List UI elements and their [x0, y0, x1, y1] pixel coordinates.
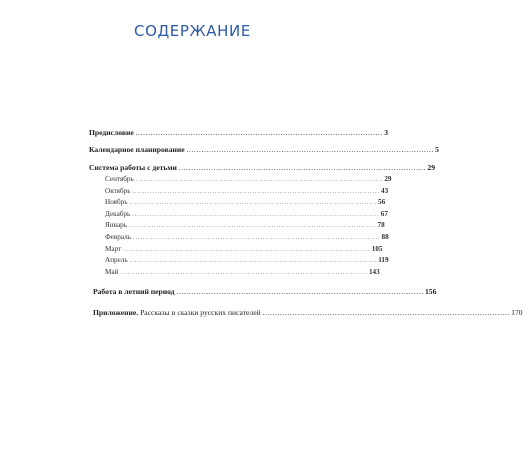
- toc-entry-month[interactable]: [89, 208, 388, 220]
- toc-leader-dots: ...................................................................................................: [132, 235, 381, 242]
- toc-entry-page: 3: [384, 127, 388, 137]
- toc-entry-page: 170: [511, 307, 523, 317]
- toc-leader-dots: ...................................................................................................: [120, 269, 368, 276]
- toc-entry-label: Ноябрь: [105, 198, 128, 207]
- toc-entry-appendix[interactable]: [89, 306, 523, 319]
- toc-leader-dots: ...................................................................................................: [132, 211, 380, 218]
- toc-leader-dots: ...................................................................................................: [132, 188, 380, 195]
- toc-leader-dots: ...................................................................................................: [186, 148, 435, 154]
- toc-entry-page: 29: [427, 162, 435, 172]
- toc-entry-month[interactable]: [89, 220, 385, 232]
- toc-entry-month[interactable]: [89, 185, 389, 197]
- toc-leader-dots: ...................................................................................................: [129, 200, 377, 207]
- toc-leader-dots: ...................................................................................................: [135, 130, 384, 137]
- toc-entry-label: Январь: [105, 221, 128, 230]
- toc-entry-summer[interactable]: [89, 286, 437, 299]
- toc-entry-calendar[interactable]: [89, 144, 439, 157]
- toc-entry-label: Май: [105, 267, 119, 276]
- toc-entry-page: 156: [425, 287, 437, 297]
- toc-leader-dots: ...................................................................................................: [178, 165, 427, 172]
- toc-entry-label: Система работы с детьми: [89, 162, 177, 172]
- toc-leader-dots: ...................................................................................................: [129, 258, 378, 265]
- toc-entry-page: 88: [381, 233, 389, 242]
- toc-entry-page: 78: [377, 221, 385, 230]
- toc-entry-page: 67: [380, 209, 388, 218]
- table-of-contents: [89, 126, 523, 319]
- toc-entry-label: Календарное планирование: [89, 145, 185, 154]
- toc-leader-dots: ...................................................................................................: [262, 310, 511, 317]
- toc-entry-month[interactable]: [89, 243, 383, 255]
- toc-entry-label: Сентябрь: [105, 175, 134, 184]
- toc-entry-month[interactable]: [89, 266, 380, 278]
- toc-entry-month[interactable]: [89, 197, 386, 209]
- toc-entry-page: 43: [380, 186, 389, 195]
- toc-leader-dots: ...................................................................................................: [123, 246, 371, 253]
- toc-entry-label: Октябрь: [105, 186, 131, 195]
- toc-leader-dots: ...................................................................................................: [135, 177, 384, 184]
- toc-entry-month[interactable]: [89, 231, 389, 243]
- toc-entry-page: 29: [384, 175, 392, 184]
- toc-leader-dots: ...................................................................................................: [176, 290, 424, 297]
- toc-entry-label-rest: Рассказы и сказки русских писателей: [140, 307, 261, 317]
- toc-entry-month[interactable]: [89, 255, 389, 267]
- toc-entry-label: Март: [105, 244, 122, 253]
- toc-leader-dots: ...................................................................................................: [129, 223, 377, 230]
- toc-entry-label: Февраль: [105, 233, 131, 242]
- toc-entry-preface[interactable]: [89, 126, 388, 139]
- toc-entry-label: Приложение.: [93, 307, 139, 317]
- toc-entry-page: 105: [371, 244, 383, 253]
- toc-entry-page: 119: [378, 256, 389, 265]
- toc-entry-label: Работа в летний период: [93, 287, 175, 297]
- toc-entry-page: 143: [368, 267, 380, 276]
- toc-entry-month[interactable]: [89, 174, 392, 186]
- toc-entry-label: Предисловие: [89, 127, 134, 137]
- toc-entry-label: Апрель: [105, 256, 128, 265]
- toc-entry-system[interactable]: [89, 161, 435, 174]
- toc-entry-page: 56: [377, 198, 386, 207]
- toc-entry-label-group: [93, 307, 263, 319]
- page-title: СОДЕРЖАНИЕ: [134, 22, 251, 40]
- toc-entry-label: Декабрь: [105, 209, 131, 218]
- toc-entry-page: 5: [435, 145, 439, 154]
